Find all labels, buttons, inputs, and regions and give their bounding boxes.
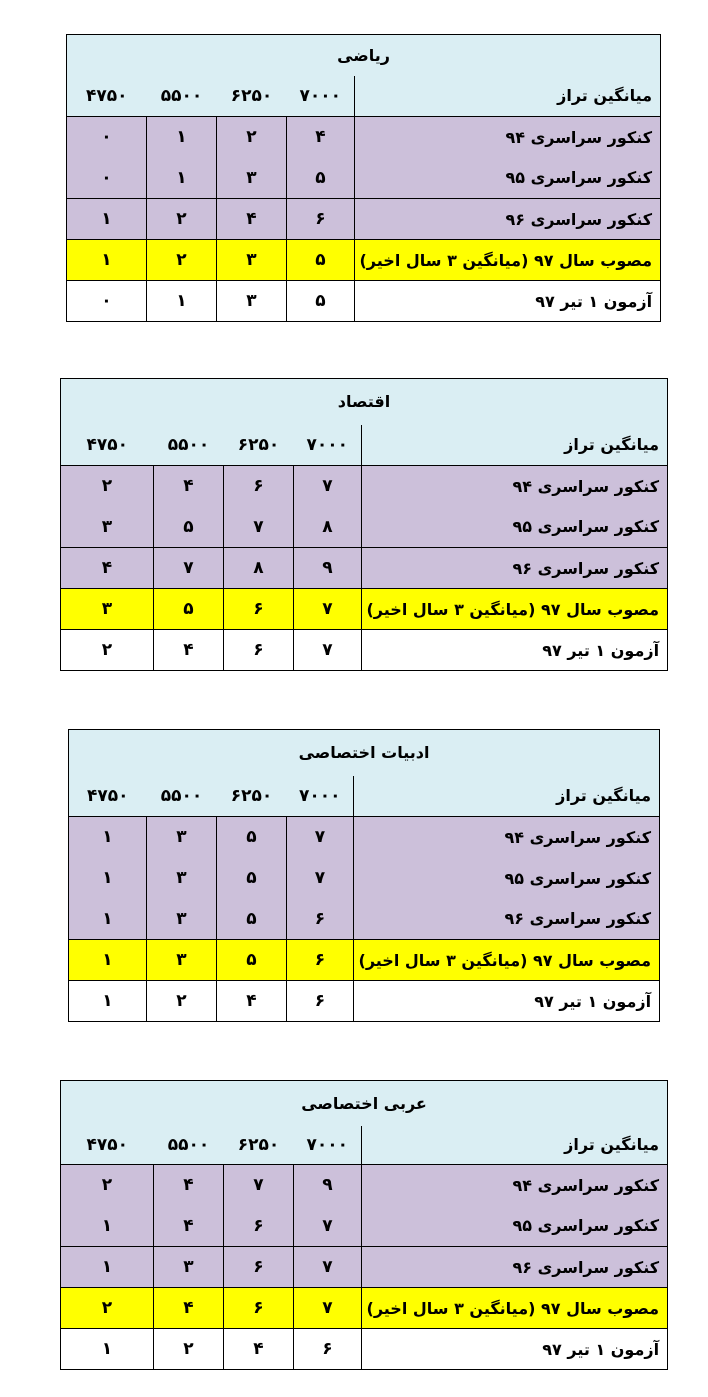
table-row xyxy=(69,940,660,981)
cell: ۳ xyxy=(61,507,154,548)
table-row xyxy=(61,1247,668,1288)
cell: ۱ xyxy=(69,981,147,1022)
cell: ۲ xyxy=(147,199,217,240)
row-header-label: میانگین تراز xyxy=(362,425,668,466)
cell: ۵ xyxy=(217,940,287,981)
row-label: مصوب سال ۹۷ (میانگین ۳ سال اخیر) xyxy=(362,589,668,630)
cell: ۷ xyxy=(294,630,362,671)
table-row xyxy=(61,589,668,630)
table-row xyxy=(67,117,661,158)
cell: ۳ xyxy=(217,158,287,199)
cell: ۶ xyxy=(224,1206,294,1247)
cell: ۵ xyxy=(154,589,224,630)
table-row xyxy=(67,199,661,240)
column-header: ۶۲۵۰ xyxy=(224,425,294,466)
table-row xyxy=(67,158,661,199)
cell: ۳ xyxy=(217,240,287,281)
row-label: کنکور سراسری ۹۴ xyxy=(355,117,661,158)
row-label: مصوب سال ۹۷ (میانگین ۳ سال اخیر) xyxy=(362,1288,668,1329)
table-title: ادبیات اختصاصی xyxy=(69,730,660,776)
cell: ۴ xyxy=(287,117,355,158)
table-row xyxy=(61,466,668,507)
table-row xyxy=(61,1329,668,1370)
cell: ۵ xyxy=(217,817,287,858)
row-label: کنکور سراسری ۹۵ xyxy=(355,158,661,199)
cell: ۲ xyxy=(154,1329,224,1370)
cell: ۱ xyxy=(61,1206,154,1247)
cell: ۶ xyxy=(224,1247,294,1288)
row-label: آزمون ۱ تیر ۹۷ xyxy=(354,981,660,1022)
column-header: ۶۲۵۰ xyxy=(224,1126,294,1165)
table-row xyxy=(61,548,668,589)
cell: ۵ xyxy=(287,240,355,281)
column-header: ۷۰۰۰ xyxy=(287,776,354,817)
cell: ۴ xyxy=(154,1206,224,1247)
column-header: ۶۲۵۰ xyxy=(217,76,287,117)
cell: ۱ xyxy=(147,117,217,158)
cell: ۱ xyxy=(61,1329,154,1370)
table-title: عربی اختصاصی xyxy=(61,1081,668,1126)
cell: ۳ xyxy=(217,281,287,322)
cell: ۹ xyxy=(294,548,362,589)
cell: ۲ xyxy=(61,466,154,507)
column-header: ۷۰۰۰ xyxy=(294,1126,362,1165)
table-row xyxy=(61,630,668,671)
table-title: ریاضی xyxy=(67,35,661,76)
cell: ۷ xyxy=(294,1288,362,1329)
column-header: ۴۷۵۰ xyxy=(69,776,147,817)
cell: ۳ xyxy=(147,940,217,981)
column-header: ۴۷۵۰ xyxy=(61,1126,154,1165)
table-row xyxy=(69,899,660,940)
cell: ۱ xyxy=(69,817,147,858)
row-label: کنکور سراسری ۹۵ xyxy=(362,1206,668,1247)
row-header-label: میانگین تراز xyxy=(355,76,661,117)
cell: ۶ xyxy=(294,1329,362,1370)
cell: ۲ xyxy=(61,1165,154,1206)
cell: ۵ xyxy=(287,281,355,322)
column-header: ۵۵۰۰ xyxy=(147,76,217,117)
row-label: مصوب سال ۹۷ (میانگین ۳ سال اخیر) xyxy=(354,940,660,981)
cell: ۸ xyxy=(294,507,362,548)
table-title: اقتصاد xyxy=(61,379,668,425)
table-row xyxy=(61,1206,668,1247)
cell: ۴ xyxy=(154,1165,224,1206)
row-label: کنکور سراسری ۹۵ xyxy=(354,858,660,899)
score-table-1 xyxy=(66,34,661,322)
row-label: کنکور سراسری ۹۴ xyxy=(362,1165,668,1206)
cell: ۰ xyxy=(67,158,147,199)
row-label: کنکور سراسری ۹۶ xyxy=(362,548,668,589)
column-header: ۴۷۵۰ xyxy=(67,76,147,117)
table-row xyxy=(61,1165,668,1206)
cell: ۶ xyxy=(224,630,294,671)
cell: ۶ xyxy=(224,466,294,507)
cell: ۷ xyxy=(287,817,354,858)
cell: ۴ xyxy=(224,1329,294,1370)
cell: ۵ xyxy=(217,899,287,940)
row-label: کنکور سراسری ۹۶ xyxy=(354,899,660,940)
cell: ۲ xyxy=(147,981,217,1022)
cell: ۷ xyxy=(294,466,362,507)
cell: ۰ xyxy=(67,281,147,322)
column-header: ۵۵۰۰ xyxy=(154,1126,224,1165)
cell: ۷ xyxy=(287,858,354,899)
column-header: ۷۰۰۰ xyxy=(287,76,355,117)
table-row xyxy=(67,240,661,281)
row-label: کنکور سراسری ۹۶ xyxy=(355,199,661,240)
row-label: کنکور سراسری ۹۶ xyxy=(362,1247,668,1288)
column-header: ۷۰۰۰ xyxy=(294,425,362,466)
table-row xyxy=(67,281,661,322)
row-label: آزمون ۱ تیر ۹۷ xyxy=(355,281,661,322)
cell: ۶ xyxy=(224,1288,294,1329)
cell: ۰ xyxy=(67,117,147,158)
row-label: آزمون ۱ تیر ۹۷ xyxy=(362,1329,668,1370)
cell: ۴ xyxy=(154,1288,224,1329)
score-table-4 xyxy=(60,1080,668,1370)
cell: ۷ xyxy=(294,1247,362,1288)
table-row xyxy=(61,1288,668,1329)
row-label: کنکور سراسری ۹۴ xyxy=(362,466,668,507)
cell: ۵ xyxy=(287,158,355,199)
cell: ۱ xyxy=(67,199,147,240)
cell: ۲ xyxy=(217,117,287,158)
row-header-label: میانگین تراز xyxy=(362,1126,668,1165)
table-row xyxy=(69,858,660,899)
cell: ۶ xyxy=(287,199,355,240)
cell: ۷ xyxy=(224,507,294,548)
cell: ۱ xyxy=(67,240,147,281)
table-row xyxy=(61,507,668,548)
score-table-3 xyxy=(68,729,660,1022)
cell: ۲ xyxy=(147,240,217,281)
cell: ۴ xyxy=(217,981,287,1022)
cell: ۴ xyxy=(61,548,154,589)
cell: ۲ xyxy=(61,630,154,671)
row-label: آزمون ۱ تیر ۹۷ xyxy=(362,630,668,671)
cell: ۱ xyxy=(147,281,217,322)
cell: ۴ xyxy=(217,199,287,240)
cell: ۶ xyxy=(224,589,294,630)
row-label: کنکور سراسری ۹۴ xyxy=(354,817,660,858)
column-header: ۶۲۵۰ xyxy=(217,776,287,817)
cell: ۳ xyxy=(61,589,154,630)
cell: ۷ xyxy=(294,589,362,630)
cell: ۱ xyxy=(147,158,217,199)
column-header: ۴۷۵۰ xyxy=(61,425,154,466)
cell: ۱ xyxy=(69,858,147,899)
table-row xyxy=(69,981,660,1022)
cell: ۶ xyxy=(287,940,354,981)
column-header: ۵۵۰۰ xyxy=(154,425,224,466)
cell: ۵ xyxy=(154,507,224,548)
cell: ۴ xyxy=(154,630,224,671)
cell: ۳ xyxy=(147,899,217,940)
score-table-2 xyxy=(60,378,668,671)
cell: ۱ xyxy=(61,1247,154,1288)
cell: ۷ xyxy=(154,548,224,589)
cell: ۳ xyxy=(154,1247,224,1288)
cell: ۹ xyxy=(294,1165,362,1206)
cell: ۸ xyxy=(224,548,294,589)
cell: ۵ xyxy=(217,858,287,899)
row-label: کنکور سراسری ۹۵ xyxy=(362,507,668,548)
cell: ۶ xyxy=(287,899,354,940)
cell: ۳ xyxy=(147,858,217,899)
column-header: ۵۵۰۰ xyxy=(147,776,217,817)
cell: ۴ xyxy=(154,466,224,507)
cell: ۶ xyxy=(287,981,354,1022)
row-header-label: میانگین تراز xyxy=(354,776,660,817)
cell: ۱ xyxy=(69,899,147,940)
cell: ۷ xyxy=(224,1165,294,1206)
cell: ۳ xyxy=(147,817,217,858)
table-row xyxy=(69,817,660,858)
row-label: مصوب سال ۹۷ (میانگین ۳ سال اخیر) xyxy=(355,240,661,281)
cell: ۱ xyxy=(69,940,147,981)
cell: ۲ xyxy=(61,1288,154,1329)
cell: ۷ xyxy=(294,1206,362,1247)
